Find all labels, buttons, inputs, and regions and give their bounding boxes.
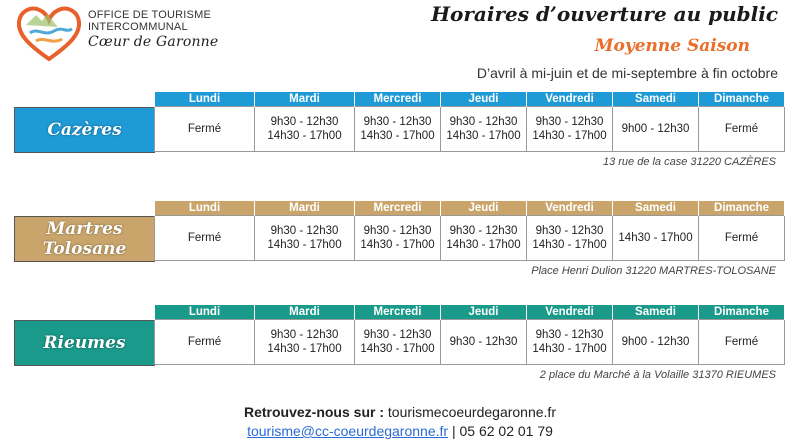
footer-email-link[interactable]: tourisme@cc-coeurdegaronne.fr [247,423,449,439]
days-header-row [155,92,785,107]
schedule-table [154,92,785,152]
days-header-row [155,201,785,216]
footer-separator: | [451,423,456,439]
hours-cell: 9h30 - 12h30 14h30 - 17h00 [355,320,441,365]
org-line-2: INTERCOMMUNAL [88,21,188,33]
day-header: Lundi [155,201,255,216]
hours-cell: 9h30 - 12h30 14h30 - 17h00 [355,107,441,152]
hours-cell: 9h30 - 12h30 14h30 - 17h00 [527,216,613,261]
schedule-table [154,201,785,261]
location-address: 2 place du Marché à la Volaille 31370 RIEUMES [539,369,776,381]
hours-cell: 9h30 - 12h30 [441,320,527,365]
footer-contact-line [0,423,800,439]
day-header: Mardi [255,92,355,107]
day-header: Jeudi [441,92,527,107]
organization-name [88,9,218,51]
day-header: Samedi [613,92,699,107]
footer-label: Retrouvez-nous sur : [243,404,384,420]
day-header: Mercredi [355,305,441,320]
org-line-3: Cœur de Garonne [88,34,219,50]
season-subtitle: Moyenne Saison [594,36,750,56]
day-header: Samedi [613,305,699,320]
footer-website-line [0,404,800,420]
location-address: 13 rue de la case 31220 CAZÈRES [602,156,776,168]
location-name-box [14,320,155,366]
hours-cell: 14h30 - 17h00 [613,216,699,261]
location-name: Martres Tolosane [42,219,127,259]
day-header: Lundi [155,92,255,107]
hours-row [155,107,785,152]
hours-cell: Fermé [699,107,785,152]
page-title: Horaires d’ouverture au public [431,2,778,26]
hours-row [155,320,785,365]
day-header: Dimanche [699,305,785,320]
location-block [14,305,784,385]
hours-cell: 9h00 - 12h30 [613,107,699,152]
location-name-box [14,216,155,262]
day-header: Vendredi [527,201,613,216]
hours-cell: 9h30 - 12h30 14h30 - 17h00 [527,107,613,152]
hours-cell: 9h30 - 12h30 14h30 - 17h00 [441,107,527,152]
hours-cell: 9h30 - 12h30 14h30 - 17h00 [441,216,527,261]
location-block [14,201,784,281]
day-header: Dimanche [699,201,785,216]
day-header: Mercredi [355,92,441,107]
day-header: Samedi [613,201,699,216]
schedule-table [154,305,785,365]
location-name: Rieumes [43,333,126,353]
location-block [14,92,784,172]
hours-cell: Fermé [155,107,255,152]
days-header-row [155,305,785,320]
hours-cell: 9h30 - 12h30 14h30 - 17h00 [527,320,613,365]
location-name-box [14,107,155,153]
location-address: Place Henri Dulion 31220 MARTRES-TOLOSANE [531,265,776,277]
day-header: Mardi [255,305,355,320]
hours-cell: 9h30 - 12h30 14h30 - 17h00 [255,107,355,152]
season-period: D’avril à mi-juin et de mi-septembre à fin octobre [476,65,778,81]
day-header: Jeudi [441,201,527,216]
hours-cell: Fermé [699,320,785,365]
hours-cell: 9h00 - 12h30 [613,320,699,365]
hours-cell: Fermé [699,216,785,261]
day-header: Lundi [155,305,255,320]
hours-cell: 9h30 - 12h30 14h30 - 17h00 [255,216,355,261]
footer-phone: 05 62 02 01 79 [459,423,553,439]
location-name: Cazères [47,120,122,140]
day-header: Vendredi [527,92,613,107]
hours-cell: 9h30 - 12h30 14h30 - 17h00 [355,216,441,261]
heart-logo-icon [14,3,84,63]
day-header: Jeudi [441,305,527,320]
day-header: Mercredi [355,201,441,216]
hours-cell: Fermé [155,216,255,261]
footer-website[interactable]: tourismecoeurdegaronne.fr [387,404,556,420]
day-header: Vendredi [527,305,613,320]
hours-cell: 9h30 - 12h30 14h30 - 17h00 [255,320,355,365]
day-header: Dimanche [699,92,785,107]
org-line-1: OFFICE DE TOURISME [88,9,211,21]
hours-row [155,216,785,261]
hours-cell: Fermé [155,320,255,365]
day-header: Mardi [255,201,355,216]
